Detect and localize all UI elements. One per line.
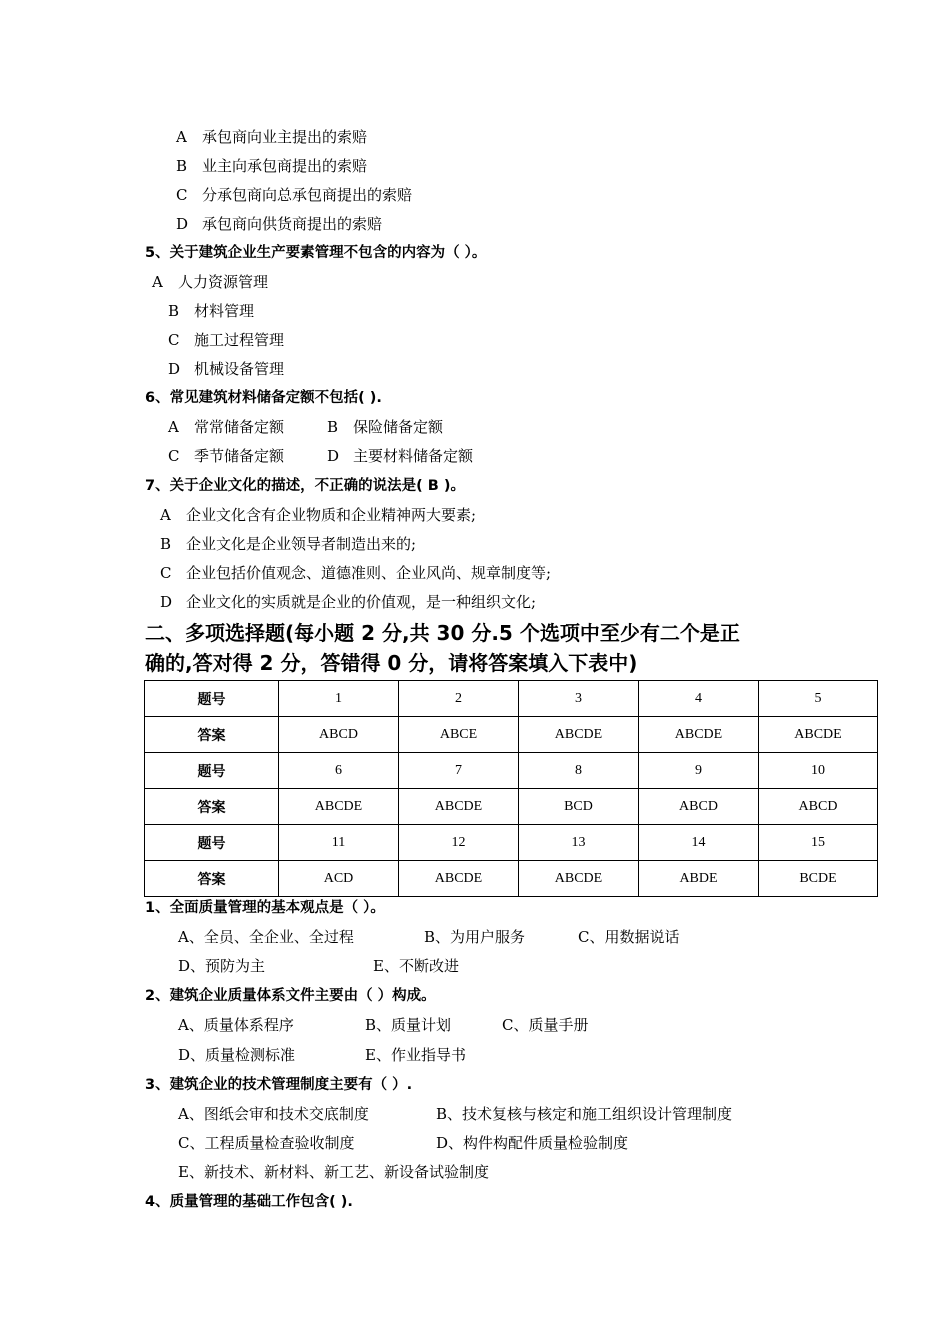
- table-header-cell: 题号: [145, 681, 279, 717]
- q4-option-a: A 承包商向业主提出的索赔: [176, 128, 368, 146]
- table-cell: 9: [639, 753, 759, 789]
- table-cell: ABCDE: [639, 717, 759, 753]
- table-cell: 10: [759, 753, 878, 789]
- m1-title: 1、全面质量管理的基本观点是（ ）。: [145, 900, 385, 916]
- m3-option-d: D、构件构配件质量检验制度: [436, 1134, 629, 1152]
- m2-option-e: E、作业指导书: [365, 1046, 466, 1064]
- q7-option-d: D 企业文化的实质就是企业的价值观，是一种组织文化;: [160, 593, 537, 611]
- table-cell: ABCD: [759, 789, 878, 825]
- table-row: [145, 681, 878, 717]
- table-cell: 3: [519, 681, 639, 717]
- q7-option-c: C 企业包括价值观念、道德准则、企业风尚、规章制度等;: [160, 564, 552, 582]
- section-2-heading-line2: 确的,答对得 2 分，答错得 0 分，请将答案填入下表中): [145, 651, 638, 675]
- q6-option-c: C 季节储备定额: [168, 447, 285, 465]
- m1-option-c: C、用数据说话: [578, 928, 680, 946]
- m4-title: 4、质量管理的基础工作包含( ).: [145, 1194, 353, 1210]
- table-cell: 12: [399, 825, 519, 861]
- table-row: [145, 717, 878, 753]
- m1-option-d: D、预防为主: [178, 957, 266, 975]
- table-cell: ABCE: [399, 717, 519, 753]
- q6-option-b: B 保险储备定额: [327, 418, 444, 436]
- m3-title: 3、建筑企业的技术管理制度主要有（ ）.: [145, 1077, 413, 1093]
- m2-option-b: B、质量计划: [365, 1016, 452, 1034]
- table-cell: ABCD: [279, 717, 399, 753]
- table-header-cell: 题号: [145, 825, 279, 861]
- table-cell: ABCDE: [279, 789, 399, 825]
- table-cell: 4: [639, 681, 759, 717]
- table-cell: 14: [639, 825, 759, 861]
- m3-option-c: C、工程质量检查验收制度: [178, 1134, 355, 1152]
- table-cell: ABCDE: [519, 861, 639, 897]
- q6-option-a: A 常常储备定额: [168, 418, 285, 436]
- m2-option-c: C、质量手册: [502, 1016, 589, 1034]
- m2-option-d: D、质量检测标准: [178, 1046, 296, 1064]
- table-row: [145, 789, 878, 825]
- table-cell: ABCDE: [399, 861, 519, 897]
- table-row: [145, 753, 878, 789]
- table-row: [145, 861, 878, 897]
- q6-option-d: D 主要材料储备定额: [327, 447, 474, 465]
- table-cell: BCDE: [759, 861, 878, 897]
- m1-option-b: B、为用户服务: [424, 928, 526, 946]
- table-cell: 2: [399, 681, 519, 717]
- table-cell: 6: [279, 753, 399, 789]
- table-cell: ABCDE: [759, 717, 878, 753]
- table-cell: ABCDE: [519, 717, 639, 753]
- table-header-cell: 答案: [145, 717, 279, 753]
- table-cell: ABCDE: [399, 789, 519, 825]
- q6-title: 6、常见建筑材料储备定额不包括( ).: [145, 390, 382, 406]
- table-cell: ACD: [279, 861, 399, 897]
- table-cell: 11: [279, 825, 399, 861]
- m1-option-e: E、不断改进: [373, 957, 459, 975]
- q4-option-b: B 业主向承包商提出的索赔: [176, 157, 368, 175]
- table-cell: 7: [399, 753, 519, 789]
- table-row: [145, 825, 878, 861]
- m2-title: 2、建筑企业质量体系文件主要由（ ）构成。: [145, 988, 436, 1004]
- q5-title: 5、关于建筑企业生产要素管理不包含的内容为（ ）。: [145, 245, 487, 261]
- table-cell: 15: [759, 825, 878, 861]
- q7-option-b: B 企业文化是企业领导者制造出来的;: [160, 535, 417, 553]
- m3-option-e: E、新技术、新材料、新工艺、新设备试验制度: [178, 1163, 489, 1181]
- q5-option-d: D 机械设备管理: [168, 360, 285, 378]
- table-cell: 5: [759, 681, 878, 717]
- table-cell: 8: [519, 753, 639, 789]
- m3-option-a: A、图纸会审和技术交底制度: [178, 1105, 369, 1123]
- table-header-cell: 题号: [145, 753, 279, 789]
- table-cell: ABDE: [639, 861, 759, 897]
- q4-option-d: D 承包商向供货商提出的索赔: [176, 215, 383, 233]
- q7-option-a: A 企业文化含有企业物质和企业精神两大要素;: [160, 506, 477, 524]
- table-cell: ABCD: [639, 789, 759, 825]
- m1-option-a: A、全员、全企业、全过程: [178, 928, 354, 946]
- q5-option-c: C 施工过程管理: [168, 331, 285, 349]
- table-cell: 1: [279, 681, 399, 717]
- q7-title: 7、关于企业文化的描述，不正确的说法是( B )。: [145, 478, 465, 494]
- table-header-cell: 答案: [145, 789, 279, 825]
- table-cell: 13: [519, 825, 639, 861]
- q5-option-b: B 材料管理: [168, 302, 255, 320]
- q4-option-c: C 分承包商向总承包商提出的索赔: [176, 186, 413, 204]
- answer-table: [144, 680, 878, 897]
- section-2-heading-line1: 二、多项选择题(每小题 2 分,共 30 分.5 个选项中至少有二个是正: [145, 621, 740, 645]
- m2-option-a: A、质量体系程序: [178, 1016, 294, 1034]
- table-cell: BCD: [519, 789, 639, 825]
- q5-option-a: A 人力资源管理: [152, 273, 269, 291]
- m3-option-b: B、技术复核与核定和施工组织设计管理制度: [436, 1105, 733, 1123]
- table-header-cell: 答案: [145, 861, 279, 897]
